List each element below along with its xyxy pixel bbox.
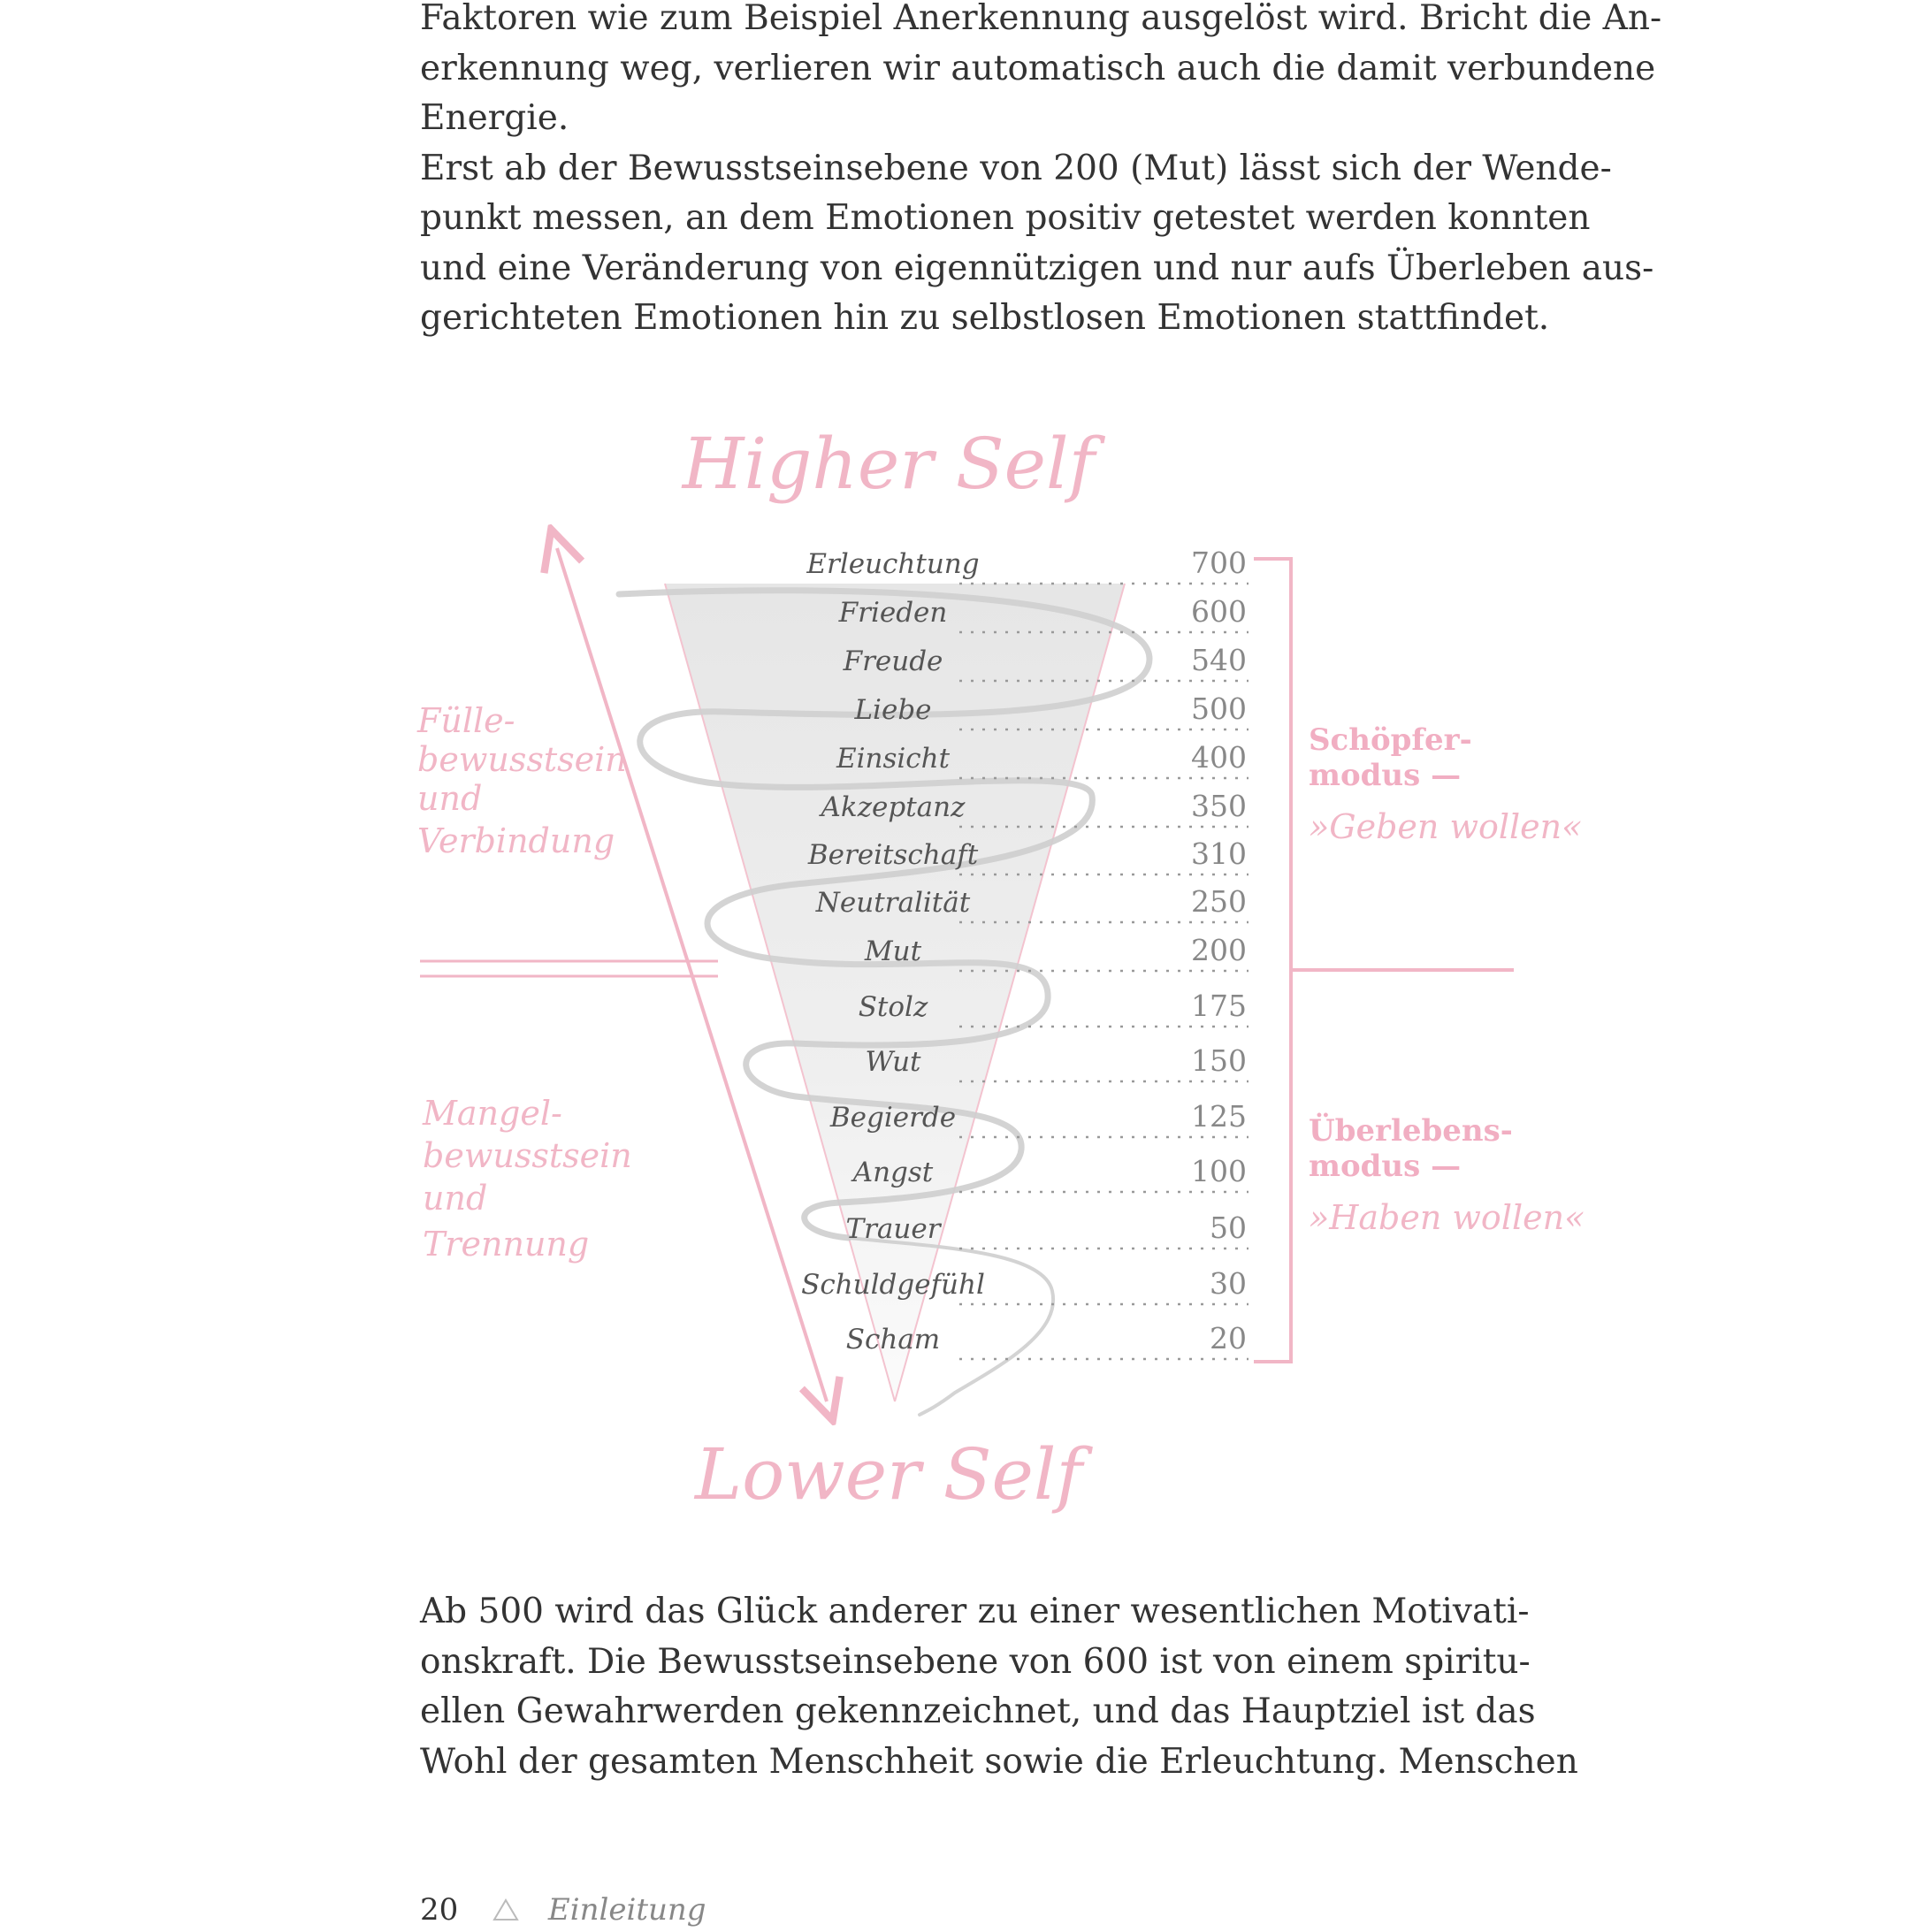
level-value-label: 200 <box>1191 933 1247 967</box>
bottom-paragraph <box>420 1587 1578 1787</box>
level-value-label: 600 <box>1191 594 1247 629</box>
text-line: Erst ab der Bewusstseinsebene von 200 (Mut) lässt sich der Wende- <box>420 148 1612 188</box>
left-upper-line: und <box>417 779 483 818</box>
level-emotion-label: Liebe <box>854 694 932 726</box>
level-emotion-label: Bereitschaft <box>807 839 979 871</box>
level-emotion-label: Erleuchtung <box>806 548 980 580</box>
level-emotion-label: Stolz <box>858 991 928 1023</box>
level-emotion-label: Einsicht <box>836 743 951 775</box>
right-bracket <box>1254 559 1291 1362</box>
level-value-label: 100 <box>1191 1154 1247 1188</box>
text-line: Ab 500 wird das Glück anderer zu einer wesentlichen Motivati- <box>420 1592 1530 1631</box>
level-emotion-label: Wut <box>865 1046 921 1078</box>
text-line: Wohl der gesamten Menschheit sowie die Erleuchtung. Menschen <box>420 1741 1578 1782</box>
left-upper-line: Fülle- <box>417 701 515 740</box>
level-emotion-label: Freude <box>843 645 943 677</box>
level-value-label: 175 <box>1191 989 1247 1023</box>
right-lower-quote: »Haben wollen« <box>1309 1198 1585 1237</box>
level-value-label: 700 <box>1191 546 1247 580</box>
level-emotion-label: Frieden <box>838 597 948 629</box>
right-upper-line2: modus — <box>1309 758 1462 793</box>
right-lower-label <box>1309 1112 1585 1237</box>
level-value-label: 50 <box>1210 1210 1247 1245</box>
level-value-label: 310 <box>1191 836 1247 871</box>
level-value-label: 125 <box>1191 1099 1247 1134</box>
triangle-outline-icon <box>493 1898 519 1921</box>
left-upper-label <box>416 701 627 860</box>
text-line: onskraft. Die Bewusstseinsebene von 600 ist von einem spiritu- <box>420 1641 1531 1682</box>
text-line: ellen Gewahrwerden gekennzeichnet, und das Hauptziel ist das <box>420 1691 1536 1731</box>
right-upper-label <box>1309 722 1582 846</box>
level-emotion-label: Mut <box>864 935 922 967</box>
page-footer <box>420 1892 706 1928</box>
level-value-label: 250 <box>1191 884 1247 919</box>
higher-self-title: Higher Self <box>682 423 1096 505</box>
level-value-label: 350 <box>1191 789 1247 823</box>
level-emotion-label: Begierde <box>829 1102 957 1134</box>
level-value-label: 540 <box>1191 643 1247 677</box>
level-value-label: 150 <box>1191 1043 1247 1078</box>
right-upper-quote: »Geben wollen« <box>1309 807 1583 846</box>
level-emotion-label: Trauer <box>845 1213 941 1245</box>
text-line: Faktoren wie zum Beispiel Anerkennung ausgelöst wird. Bricht die An- <box>420 0 1662 38</box>
left-lower-line: Trennung <box>423 1225 590 1264</box>
left-lower-label <box>422 1094 632 1264</box>
left-upper-line: Verbindung <box>417 821 615 860</box>
left-lower-line: bewusstsein <box>423 1136 632 1175</box>
text-line: gerichteten Emotionen hin zu selbstlosen Emotionen stattfindet. <box>420 298 1550 338</box>
level-value-label: 500 <box>1191 691 1247 726</box>
left-upper-line: bewusstsein <box>417 740 627 779</box>
text-line: und eine Veränderung von eigennützigen und nur aufs Überleben aus- <box>420 248 1654 288</box>
right-lower-line1: Überlebens- <box>1309 1113 1513 1149</box>
level-emotion-label: Schuldgefühl <box>801 1269 985 1301</box>
right-lower-line2: modus — <box>1309 1149 1462 1184</box>
left-lower-line: Mangel- <box>423 1094 562 1133</box>
level-value-label: 20 <box>1210 1321 1247 1355</box>
chapter-name: Einleitung <box>547 1892 706 1928</box>
text-line: erkennung weg, verlieren wir automatisch auch die damit verbundene <box>420 48 1656 88</box>
text-line: punkt messen, an dem Emotionen positiv getestet werden konnten <box>420 198 1591 238</box>
level-emotion-label: Angst <box>852 1157 934 1188</box>
level-value-label: 30 <box>1210 1266 1247 1301</box>
level-emotion-label: Neutralität <box>815 887 971 919</box>
level-emotion-label: Scham <box>845 1324 941 1355</box>
right-upper-line1: Schöpfer- <box>1309 722 1472 758</box>
left-lower-line: und <box>423 1179 488 1218</box>
lower-self-title: Lower Self <box>694 1433 1083 1516</box>
page-number: 20 <box>420 1892 459 1928</box>
level-emotion-label: Akzeptanz <box>821 791 966 823</box>
text-line: Energie. <box>420 98 569 138</box>
level-value-label: 400 <box>1191 740 1247 775</box>
